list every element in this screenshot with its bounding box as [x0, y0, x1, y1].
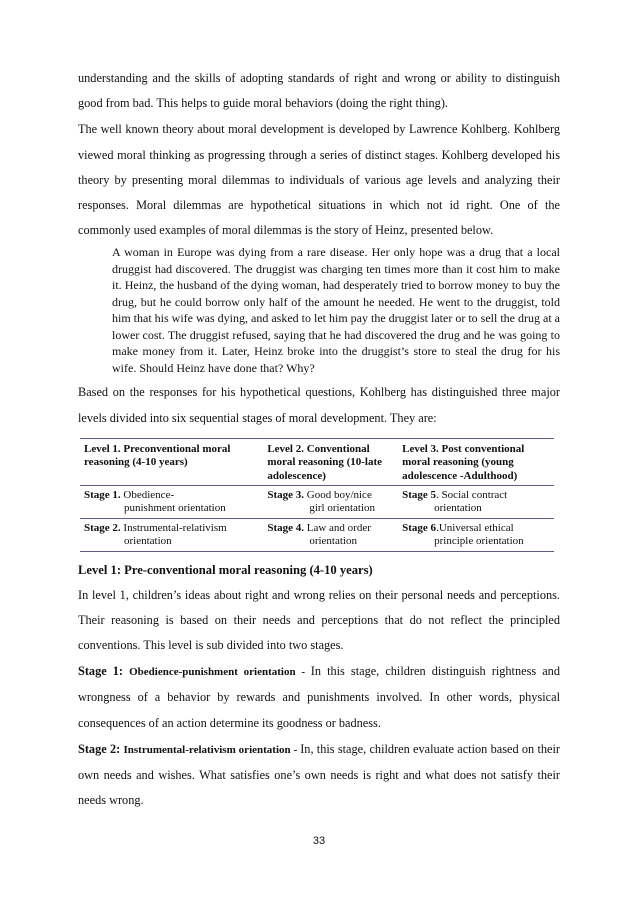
stages-table-header-row — [80, 438, 554, 485]
stage-text-cont: girl orientation — [309, 502, 376, 515]
stage-2-label: Stage 2: — [78, 741, 124, 756]
stage-text: Good boy/nice — [304, 489, 372, 502]
stage-text-cont: principle orientation — [434, 535, 524, 548]
stage-text: Instrumental-relativism — [120, 521, 227, 534]
paragraph-kohlberg-theory: The well known theory about moral development is developed by Lawrence Kohlberg. Kohlberg viewed moral thinking as progressing through a series of distinct stages. Kohlberg developed his theory by presenting moral dilemmas to individuals of various age levels and analyzing their responses. Moral dilemmas are hypothetical situations in which not id right. One of the commonly used examples of moral dilemmas is the story of Heinz, presented below. — [78, 122, 560, 238]
cell-stage-2 — [80, 518, 263, 551]
heinz-dilemma-quote: A woman in Europe was dying from a rare disease. Her only hope was a drug that a local druggist had discovered. The druggist was charging ten times more than it cost him to make it. Heinz, the husband of the dying woman, had desperately tried to borrow money to buy the drug, but he could borrow only half of the amount he needed. He went to the druggist, told him that his wife was dying, and asked to let him pay the druggist later or to sell the drug at a lower cost. The druggist refused, saying that he had discovered the drug and he was going to make money from it. Later, Heinz broke into the druggist’s store to steal the drug for his wife. Should Heinz have done that? Why? — [112, 245, 560, 375]
stage-1-label: Stage 1: — [78, 664, 130, 679]
stage-label: Stage 4. — [267, 521, 304, 534]
paragraph-stage-2 — [78, 737, 560, 814]
header-level-3: Level 3. Post conventional moral reasoning (young adolescence -Adulthood) — [398, 438, 554, 485]
cell-stage-4 — [263, 518, 398, 551]
page-number: 33 — [312, 835, 326, 847]
header-level-2: Level 2. Conventional moral reasoning (10-late adolescence) — [263, 438, 398, 485]
stage-2-name: Instrumental-relativism orientation - — [123, 743, 301, 756]
cell-stage-6 — [398, 518, 554, 551]
stage-text: Obedience- — [120, 489, 175, 502]
stage-text: .Universal ethical — [436, 521, 514, 534]
table-row — [80, 486, 554, 519]
cell-stage-3 — [263, 486, 398, 519]
page-content — [78, 66, 560, 814]
stage-text: Law and order — [304, 521, 371, 534]
paragraph-levels-intro: Based on the responses for his hypothetical questions, Kohlberg has distinguished three major levels divided into six sequential stages of moral development. They are: — [78, 385, 560, 425]
stage-label: Stage 5 — [402, 489, 437, 502]
cell-stage-1 — [80, 486, 263, 519]
stage-label: Stage 6 — [402, 521, 437, 534]
stage-text-cont: orientation — [124, 535, 172, 548]
cell-stage-5 — [398, 486, 554, 519]
table-row — [80, 518, 554, 551]
paragraph-moral-understanding: understanding and the skills of adopting standards of right and wrong or ability to distinguish good from bad. This helps to guide moral behaviors (doing the right thing). — [78, 71, 560, 111]
paragraph-level-1-intro: In level 1, children’s ideas about right and wrong relies on their personal needs and perceptions. Their reasoning is based on their needs and perceptions that do not reflect the principled conventions. This level is sub divided into two stages. — [78, 587, 560, 653]
header-level-1: Level 1. Preconventional moral reasoning (4-10 years) — [80, 438, 263, 485]
stage-1-name: Obedience-punishment orientation - — [129, 666, 311, 679]
stage-label: Stage 1. — [84, 489, 121, 502]
stage-1-text: In this stage, children distinguish rightness and wrongness of a behavior by rewards and punishments involved. In other words, physical consequences of an action determine its goodness or badness. — [78, 664, 560, 730]
stage-text-cont: orientation — [434, 502, 482, 515]
paragraph-stage-1 — [78, 659, 560, 736]
stages-table — [80, 438, 554, 552]
stage-label: Stage 3. — [267, 489, 304, 502]
stage-2-text: In, this stage, children evaluate action based on their own needs and wishes. What satisfies one’s own needs is right and what does not satisfy their needs wrong. — [78, 741, 560, 808]
stage-text: . Social contract — [436, 489, 508, 502]
stage-text-cont: punishment orientation — [124, 502, 226, 515]
stage-label: Stage 2. — [84, 521, 121, 534]
stage-text-cont: orientation — [309, 535, 357, 548]
level-1-heading: Level 1: Pre-conventional moral reasoning (4-10 years) — [78, 562, 373, 577]
